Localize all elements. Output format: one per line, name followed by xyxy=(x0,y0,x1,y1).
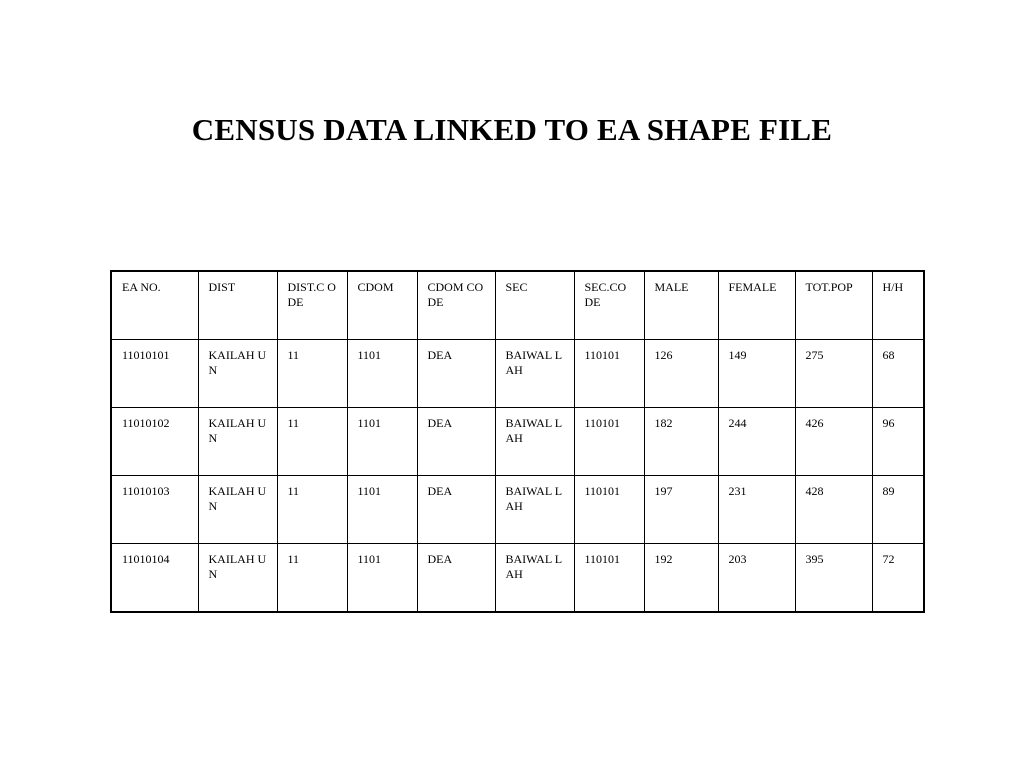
page-title: CENSUS DATA LINKED TO EA SHAPE FILE xyxy=(191,112,833,147)
cell-cdom-code: DEA xyxy=(417,476,495,544)
cell-sec: BAIWAL LAH xyxy=(495,544,574,613)
table-header-row xyxy=(111,271,924,340)
header-sec-code: SEC.CO DE xyxy=(574,271,644,340)
cell-dist: KAILAH UN xyxy=(198,408,277,476)
header-tot-pop: TOT.POP xyxy=(795,271,872,340)
cell-cdom-code: DEA xyxy=(417,408,495,476)
cell-tot-pop: 275 xyxy=(795,340,872,408)
header-sec: SEC xyxy=(495,271,574,340)
header-female: FEMALE xyxy=(718,271,795,340)
header-dist: DIST xyxy=(198,271,277,340)
cell-sec: BAIWAL LAH xyxy=(495,408,574,476)
header-male: MALE xyxy=(644,271,718,340)
cell-female: 149 xyxy=(718,340,795,408)
cell-ea-no: 11010102 xyxy=(111,408,198,476)
cell-sec-code: 110101 xyxy=(574,476,644,544)
cell-dist: KAILAH UN xyxy=(198,340,277,408)
cell-sec: BAIWAL LAH xyxy=(495,340,574,408)
header-cdom: CDOM xyxy=(347,271,417,340)
cell-dist-code: 11 xyxy=(277,340,347,408)
cell-cdom: 1101 xyxy=(347,476,417,544)
cell-tot-pop: 395 xyxy=(795,544,872,613)
cell-hh: 72 xyxy=(872,544,924,613)
cell-female: 231 xyxy=(718,476,795,544)
cell-sec-code: 110101 xyxy=(574,408,644,476)
cell-cdom-code: DEA xyxy=(417,340,495,408)
cell-ea-no: 11010104 xyxy=(111,544,198,613)
cell-dist: KAILAH UN xyxy=(198,476,277,544)
cell-cdom: 1101 xyxy=(347,340,417,408)
header-dist-code: DIST.C ODE xyxy=(277,271,347,340)
cell-male: 192 xyxy=(644,544,718,613)
cell-sec-code: 110101 xyxy=(574,544,644,613)
cell-cdom-code: DEA xyxy=(417,544,495,613)
cell-male: 197 xyxy=(644,476,718,544)
cell-female: 203 xyxy=(718,544,795,613)
cell-ea-no: 11010101 xyxy=(111,340,198,408)
cell-cdom: 1101 xyxy=(347,544,417,613)
cell-male: 182 xyxy=(644,408,718,476)
header-hh: H/H xyxy=(872,271,924,340)
cell-tot-pop: 428 xyxy=(795,476,872,544)
cell-ea-no: 11010103 xyxy=(111,476,198,544)
cell-dist: KAILAH UN xyxy=(198,544,277,613)
header-ea-no: EA NO. xyxy=(111,271,198,340)
cell-sec-code: 110101 xyxy=(574,340,644,408)
cell-sec: BAIWAL LAH xyxy=(495,476,574,544)
cell-male: 126 xyxy=(644,340,718,408)
table-row xyxy=(111,408,924,476)
table-row xyxy=(111,340,924,408)
table-row xyxy=(111,544,924,613)
header-cdom-code: CDOM CODE xyxy=(417,271,495,340)
cell-hh: 89 xyxy=(872,476,924,544)
cell-dist-code: 11 xyxy=(277,544,347,613)
cell-cdom: 1101 xyxy=(347,408,417,476)
cell-female: 244 xyxy=(718,408,795,476)
table-row xyxy=(111,476,924,544)
cell-hh: 96 xyxy=(872,408,924,476)
cell-dist-code: 11 xyxy=(277,476,347,544)
census-table xyxy=(110,270,925,613)
cell-hh: 68 xyxy=(872,340,924,408)
cell-tot-pop: 426 xyxy=(795,408,872,476)
cell-dist-code: 11 xyxy=(277,408,347,476)
